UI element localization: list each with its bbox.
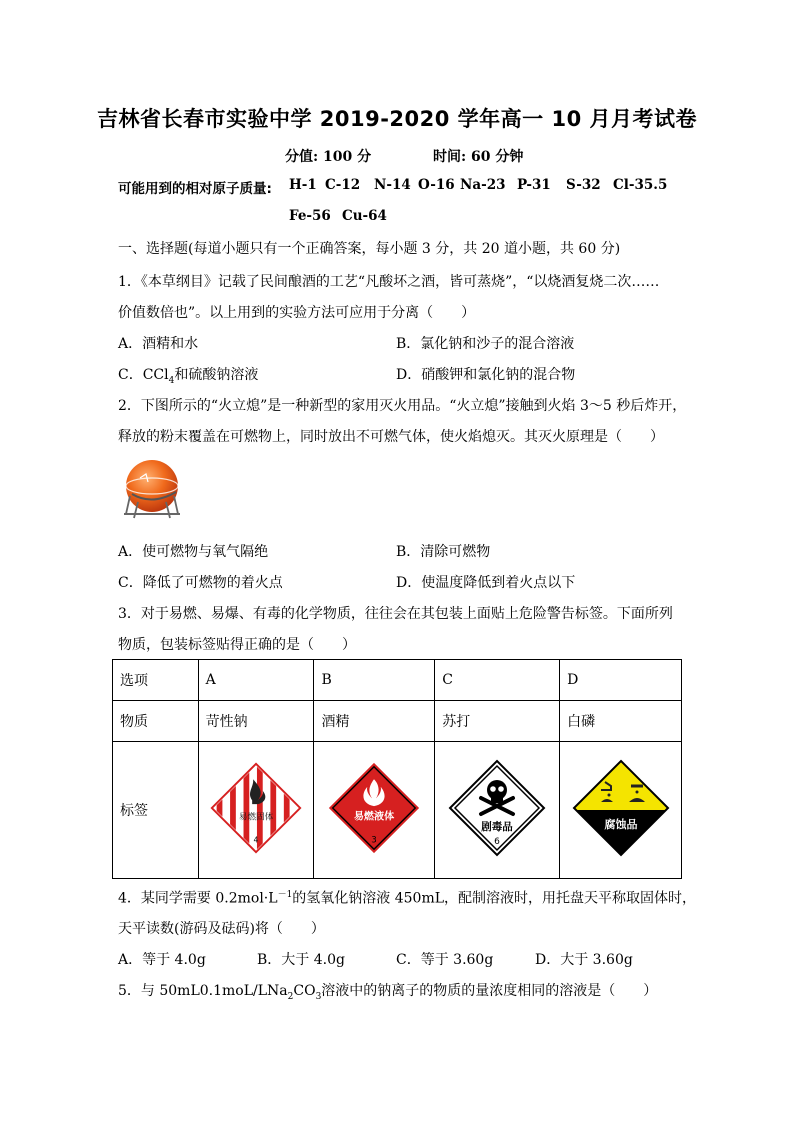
atom-p: P-31 [517,177,551,193]
table-option-b: B [314,660,435,701]
q3-options-table [112,659,682,879]
page-title: 吉林省长春市实验中学 2019-2020 学年高一 10 月月考试卷 [96,107,698,131]
label-b-text: 易燃液体 [354,811,395,823]
q4-stem-line1: 4．某同学需要 $0.2mol\cdot L^{-1}$的氢氧化钠溶液 450mL，配制溶液时，用托盘天平称取固体时， [118,890,697,907]
q1-stem-line2: 价值数倍也”。以上用到的实验方法可应用于分离（ ） [118,305,476,321]
flammable-liquid-label-icon [326,760,422,856]
score-info: 分值: 100 分 [285,149,372,165]
label-c-number: 6 [494,837,501,847]
q1-option-d: D．硝酸钾和氯化钠的混合物 [396,367,576,383]
q4-stem-line2: 天平读数(游码及砝码)将（ ） [118,921,325,937]
atom-cu: Cu-64 [342,208,387,224]
table-header-substance: 物质 [113,701,199,742]
label-c-text: 剧毒品 [481,821,513,833]
substance-c: 苏打 [435,701,560,742]
q2-stem-line2: 释放的粉末覆盖在可燃物上，同时放出不可燃气体，使火焰熄灭。其灭火原理是（ ） [118,429,664,445]
label-b-number: 3 [371,835,378,846]
section-heading: 一、选择题(每道小题只有一个正确答案，每小题 3 分，共 20 道小题，共 60 分) [118,241,621,257]
q3-stem-line1: 3．对于易燃、易爆、有毒的化学物质，往往会在其包装上面贴上危险警告标签。下面所列 [118,606,673,622]
q1-option-b: B．氯化钠和沙子的混合溶液 [396,336,575,352]
table-option-d: D [560,660,682,701]
q2-option-d: D．使温度降低到着火点以下 [396,575,576,591]
label-a-number: 4 [253,835,259,845]
q4-option-b: B．大于 4.0g [257,952,345,968]
atom-o: O-16 [418,177,455,193]
flammable-solid-label-icon [208,760,304,856]
label-cell-b [314,742,435,879]
atom-c: C-12 [325,177,361,193]
q4-option-d: D．大于 3.60g [535,952,633,968]
label-cell-d [560,742,682,879]
q5-stem: 5．与 $50mL0.1moL/LNa_2CO_3$溶液中的钠离子的物质的量浓度相同的溶液是（ ） [118,983,658,1002]
atom-cl: Cl-35.5 [613,177,668,193]
table-row [113,742,682,879]
atom-h: H-1 [289,177,317,193]
table-row [113,701,682,742]
q2-option-c: C．降低了可燃物的着火点 [118,575,283,591]
substance-b: 酒精 [314,701,435,742]
atom-n: N-14 [374,177,411,193]
table-header-label: 标签 [113,742,199,879]
q2-option-a: A．使可燃物与氧气隔绝 [118,544,269,560]
corrosive-label-icon [571,758,671,858]
label-a-text: 易燃固体 [238,812,274,823]
atom-s: S-32 [566,177,601,193]
q1-stem-line1: 1．《本草纲目》记载了民间酿酒的工艺“凡酸坏之酒，皆可蒸烧”，“以烧酒复烧二次…… [118,274,660,290]
q4-option-c: C．等于 3.60g [396,952,494,968]
label-cell-a [198,742,314,879]
substance-d: 白磷 [560,701,682,742]
label-d-text: 腐蚀品 [604,818,638,831]
toxic-label-icon [447,758,547,858]
q1-option-a: A．酒精和水 [118,336,199,352]
q1-option-c: C．CCl$_4$和硫酸钠溶液 [118,367,259,386]
q2-option-b: B．清除可燃物 [396,544,491,560]
atom-na: Na-23 [460,177,506,193]
table-header-option: 选项 [113,660,199,701]
atom-fe: Fe-56 [289,208,331,224]
table-option-a: A [198,660,314,701]
table-option-c: C [435,660,560,701]
fire-extinguisher-ball-image [118,456,186,522]
substance-a: 苛性钠 [198,701,314,742]
table-row [113,660,682,701]
q4-option-a: A．等于 4.0g [118,952,206,968]
time-info: 时间: 60 分钟 [433,149,524,165]
q2-stem-line1: 2．下图所示的“火立熄”是一种新型的家用灭火用品。“火立熄”接触到火焰 3～5 秒后炸开， [118,398,687,414]
q3-stem-line2: 物质，包装标签贴得正确的是（ ） [118,637,356,653]
label-cell-c [435,742,560,879]
atomic-mass-label: 可能用到的相对原子质量: [118,181,272,197]
